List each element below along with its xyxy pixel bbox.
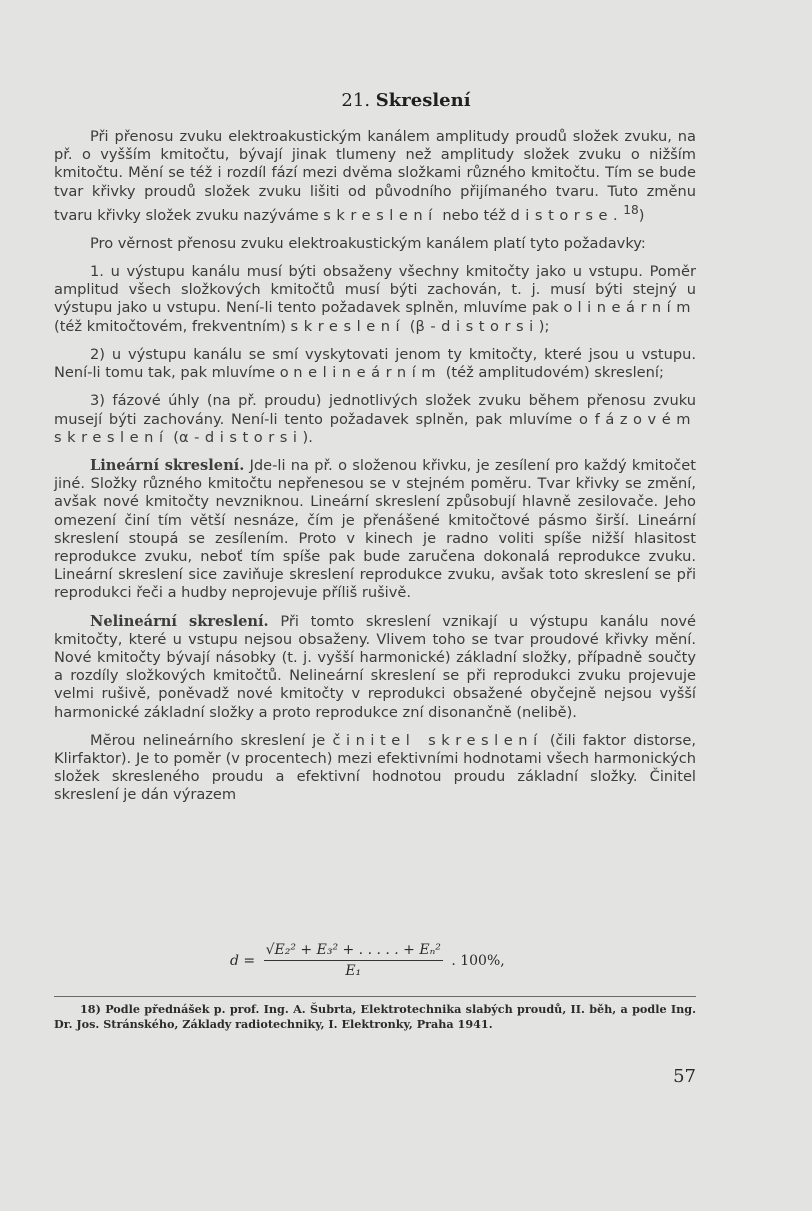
paragraph-distortion-factor: Mĕrou nelineárního skreslení je činitel skreslení (čili faktor distorse, Klirfaktor). Je to poměr (v procentech) mezi efektivními hodnotami všech harmonických složek skresleného proudu a efektivní hodnotou proudu základní složky. Činitel skreslení je dán výrazem — [54, 731, 697, 804]
paragraph-nonlinear-distortion: Nelineární skreslení. Při tomto skreslení vznikají u výstupu kanálu nové kmitočty, které u vstupu nejsou obsaženy. Vlivem toho se tvar proudové křivky mění. Nové kmitočty bývají násobky (t. j. vyšší harmonické) základní složky, případně součty a rozdíly složkových kmitočtů. Nelineární skreslení se při reprodukci zvuku projevuje velmi rušivě, poněvadž nové kmitočty v reprodukci obsažené obyčejně nejsou vyšší harmonické základní složky a proto reprodukce zní disonančně (nelibě). — [54, 612, 697, 721]
spaced-term: lineárním — [577, 299, 696, 317]
spaced-term: skreslení — [323, 206, 438, 224]
spaced-term: fázovém skreslení — [54, 410, 696, 446]
footnote-ref: 18 — [623, 202, 639, 217]
formula-lhs: d = — [230, 952, 256, 969]
spaced-term: skreslení — [290, 317, 406, 335]
formula-fraction — [264, 942, 443, 979]
section-number: 21. — [341, 90, 371, 111]
run-in-heading: Nelineární skreslení. — [90, 612, 269, 630]
paragraph-linear-distortion: Lineární skreslení. Jde-li na př. o složenou křivku, je zesílení pro každý kmitočet jiné. Složky různého kmitočtu nepřenesou se v stejném poměru. Tvar křivky se změní, avšak nové kmitočty nevzniknou. Lineární skreslení způsobují hlavně zesilovače. Jeho omezení činí tím větší nesnáze, čím je přenášené kmitočtové pásmo širší. Lineární skreslení stoupá se zesílením. Proto v kinech je radno voliti spíše nižší hlasitost reprodukce zvuku, neboť tím spíše pak bude zaručena dokonalá reprodukce zvuku. Lineární skreslení sice zaviňuje skreslení reprodukce zvuku, avšak toto skreslení se při reprodukci řeči a hudby neprojevuje příliš rušivě. — [54, 456, 696, 602]
spaced-term: β-distorsi — [415, 317, 539, 335]
page-number: 57 — [673, 1066, 696, 1087]
spaced-term: α-distorsi — [178, 428, 303, 446]
section-heading — [0, 90, 812, 111]
paragraph-requirements: Pro věrnost přenosu zvuku elektroakustickým kanálem platí tyto požadavky: — [90, 234, 646, 252]
section-title: Skreslení — [375, 90, 471, 111]
spaced-term: distorse. — [510, 206, 624, 224]
run-in-heading: Lineární skreslení. — [90, 456, 245, 474]
formula-denominator: E₁ — [345, 963, 362, 979]
body-text — [54, 128, 696, 815]
spaced-term: nelineárním — [293, 364, 442, 382]
paragraph-intro: Při přenosu zvuku elektroakustickým kanálem amplitudy proudů složek zvuku, na př. o vyšším kmitočtu, bývají jinak tlumeny než amplitudy složek zvuku o nižším kmitočtu. Mění se též i rozdíl fází mezi dvěma složkami různého kmitočtu. Tím se bude tvar křivky proudů složek zvuku lišiti od původního přijímaného tvaru. Tuto změnu tvaru křivky složek zvuku nazýváme skreslení nebo též distorse.$^{18}$) — [54, 128, 696, 224]
footnote-divider — [54, 996, 696, 997]
requirement-3: 3) fázové úhly (na př. proudu) jednotlivých složek zvuku během přenosu zvuku musejí býti zachovány. Není-li tento požadavek splněn, pak mluvíme o fázovém skreslení (α-distorsi). — [54, 392, 696, 446]
formula-numerator: √E₂² + E₃² + . . . . . + Eₙ² — [264, 942, 443, 961]
footnote: 18) Podle přednášek p. prof. Ing. A. Šubrta, Elektrotechnika slabých proudů, II. běh, a podle Ing. Dr. Jos. Stránského, Základy radiotechniky, I. Elektronky, Praha 1941. — [54, 1002, 696, 1031]
distortion-formula — [230, 942, 505, 979]
requirement-2: 2) u výstupu kanálu se smí vyskytovati jenom ty kmitočty, které jsou u vstupu. Není-li tomu tak, pak mluvíme o nelineárním (též amplitudovém) skreslení; — [54, 345, 696, 382]
formula-rhs: . 100%, — [451, 952, 505, 969]
spaced-term: činitel skreslení — [332, 731, 543, 749]
requirement-1: 1. u výstupu kanálu musí býti obsaženy všechny kmitočty jako u vstupu. Poměr amplitud všech složkových kmitočtů musí býti zachován, t. j. musí býti stejný u výstupu jako u vstupu. Není-li tento požadavek splněn, mluvíme pak o lineárním (též kmitočtovém, frekventním) skreslení (β-distorsi); — [54, 263, 696, 335]
